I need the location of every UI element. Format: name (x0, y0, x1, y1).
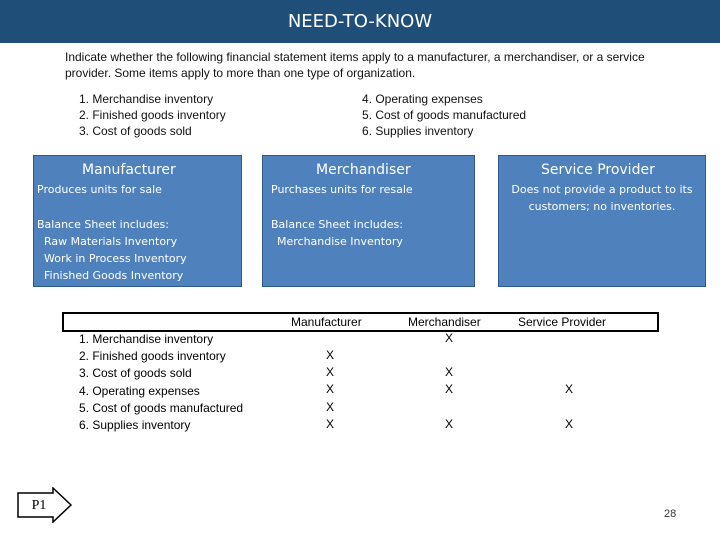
table-row-label: 1. Merchandise inventory (79, 332, 214, 346)
merchandiser-bs-item: Merchandise Inventory (277, 235, 403, 248)
manufacturer-box (33, 155, 242, 287)
mark-merchandiser-row1: X (445, 331, 454, 345)
list-item: 5. Cost of goods manufactured (362, 108, 527, 122)
service-provider-title: Service Provider (541, 162, 655, 178)
arrow-badge-icon (17, 487, 73, 523)
service-provider-description: Does not provide a product to its (511, 183, 693, 196)
page-title: NEED-TO-KNOW (287, 11, 433, 32)
column-header-manufacturer: Manufacturer (291, 315, 362, 329)
list-item: 1. Merchandise inventory (79, 92, 214, 106)
mark-manufacturer-row3: X (326, 365, 335, 379)
mark-merchandiser-row3: X (445, 365, 454, 379)
badge-label: P1 (31, 498, 47, 513)
service-provider-box (498, 155, 706, 287)
answer-table-header (62, 312, 659, 332)
list-item: 4. Operating expenses (362, 92, 483, 106)
table-row-label: 2. Finished goods inventory (79, 349, 226, 364)
column-header-merchandiser: Merchandiser (408, 315, 481, 329)
learning-objective-badge (17, 487, 73, 528)
merchandiser-description: Purchases units for resale (271, 183, 413, 196)
list-item: 6. Supplies inventory (362, 124, 474, 138)
title-bar (0, 0, 720, 43)
service-provider-description-2: customers; no inventories. (528, 200, 676, 213)
mark-service-row6: X (565, 417, 574, 431)
mark-manufacturer-row2: X (326, 348, 335, 362)
table-row-label: 3. Cost of goods sold (79, 366, 192, 381)
manufacturer-description: Produces units for sale (37, 183, 162, 196)
manufacturer-title: Manufacturer (82, 162, 176, 178)
mark-manufacturer-row4: X (326, 382, 335, 396)
list-item: 2. Finished goods inventory (79, 108, 226, 122)
merchandiser-bs-heading: Balance Sheet includes: (271, 218, 403, 231)
manufacturer-bs-item: Raw Materials Inventory (44, 235, 178, 248)
merchandiser-box (262, 155, 475, 287)
manufacturer-bs-heading: Balance Sheet includes: (37, 218, 169, 231)
mark-merchandiser-row6: X (445, 417, 454, 431)
items-list-left (79, 91, 226, 139)
table-row-label: 5. Cost of goods manufactured (79, 400, 244, 415)
list-item: 3. Cost of goods sold (79, 124, 192, 138)
items-list-right (362, 91, 526, 139)
table-row-label: 4. Operating expenses (79, 383, 200, 398)
page-number: 28 (664, 508, 677, 520)
mark-merchandiser-row4: X (445, 382, 454, 396)
mark-manufacturer-row6: X (326, 417, 335, 431)
manufacturer-bs-item: Work in Process Inventory (44, 252, 187, 265)
merchandiser-title: Merchandiser (316, 162, 411, 178)
table-row-label: 6. Supplies inventory (79, 418, 191, 433)
mark-manufacturer-row5: X (326, 400, 335, 414)
mark-service-row4: X (565, 382, 574, 396)
column-header-service-provider: Service Provider (518, 315, 607, 329)
instructions-text: Indicate whether the following financial statement items apply to a manufacturer, a merchandiser, or a service provider. Some items apply to more than one type of organization. (65, 50, 645, 80)
answer-table-row-labels (79, 331, 243, 434)
manufacturer-bs-item: Finished Goods Inventory (44, 269, 184, 282)
